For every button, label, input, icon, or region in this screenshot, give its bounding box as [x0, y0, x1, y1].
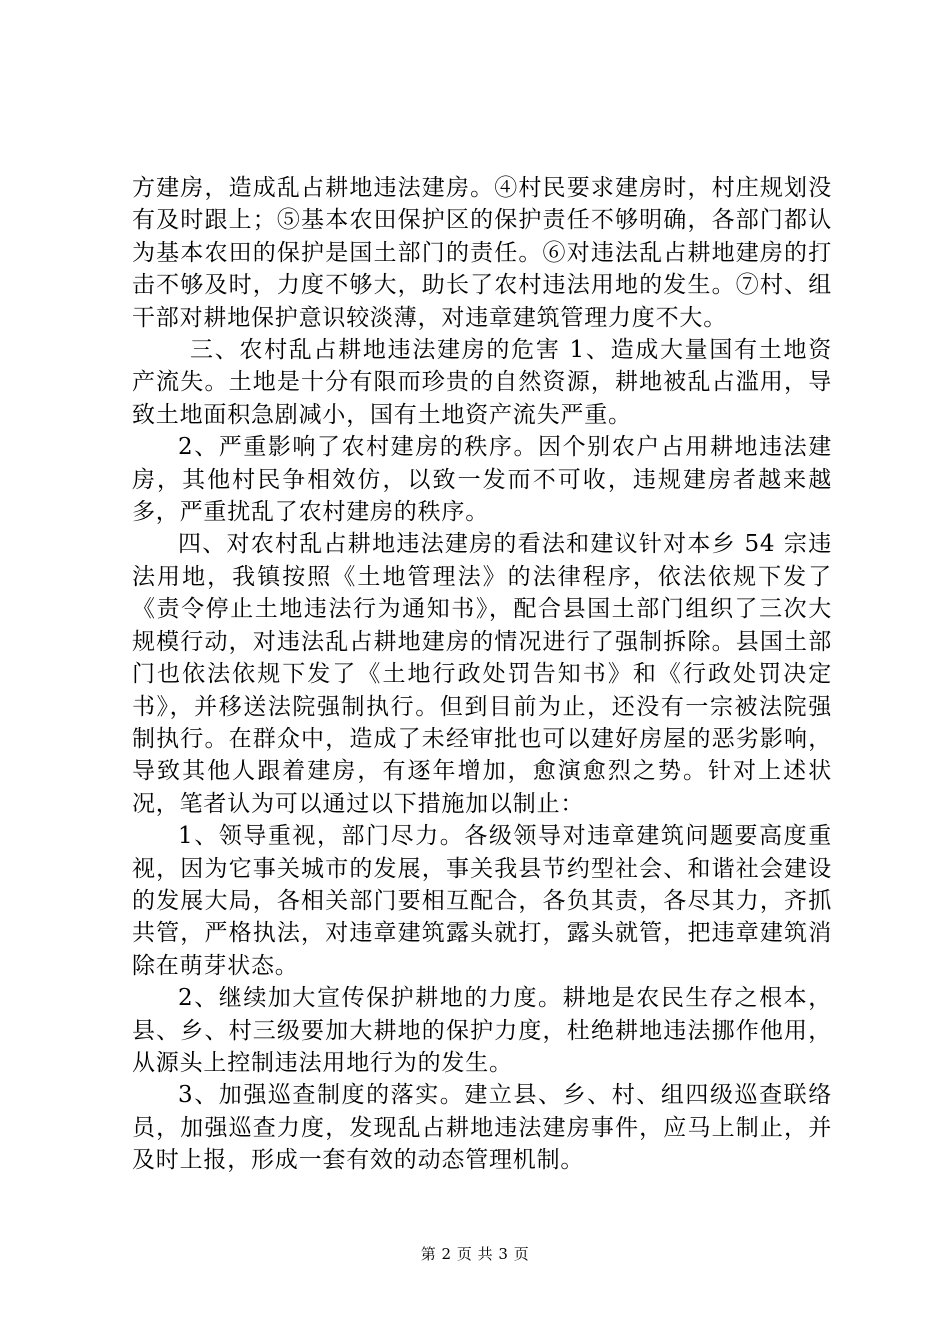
paragraph-measure-two: 2、继续加大宣传保护耕地的力度。耕地是农民生存之根本，县、乡、村三级要加大耕地的保护力度，杜绝耕地违法挪作他用，从源头上控制违法用地行为的发生。 [132, 985, 832, 1076]
document-body [132, 172, 832, 1177]
paragraph-section-four: 四、对农村乱占耕地违法建房的看法和建议针对本乡 54 宗违法用地，我镇按照《土地管理法》的法律程序，依法依规下发了《责令停止土地违法行为通知书》，配合县国土部门组织了三次大规模行动，对违法乱占耕地建房的情况进行了强制拆除。县国土部门也依法依规下发了《土地行政处罚告知书》和《行政处罚决定书》，并移送法院强制执行。但到目前为止，还没有一宗被法院强制执行。在群众中，造成了未经审批也可以建好房屋的恶劣影响，导致其他人跟着建房，有逐年增加，愈演愈烈之势。针对上述状况，笔者认为可以通过以下措施加以制止： [132, 531, 832, 817]
paragraph-measure-three: 3、加强巡查制度的落实。建立县、乡、村、组四级巡查联络员，加强巡查力度，发现乱占耕地违法建房事件，应马上制止，并及时上报，形成一套有效的动态管理机制。 [132, 1082, 832, 1174]
page-number-footer: 第 2 页 共 3 页 [420, 1245, 530, 1263]
paragraph-item-two: 2、严重影响了农村建房的秩序。因个别农户占用耕地违法建房，其他村民争相效仿，以致一发而不可收，违规建房者越来越多，严重扰乱了农村建房的秩序。 [132, 434, 832, 526]
paragraph-section-three: 三、农村乱占耕地违法建房的危害 1、造成大量国有土地资产流失。土地是十分有限而珍贵的自然资源，耕地被乱占滥用，导致土地面积急剧减小，国有土地资产流失严重。 [132, 337, 832, 428]
paragraph-measure-one: 1、领导重视，部门尽力。各级领导对违章建筑问题要高度重视，因为它事关城市的发展，事关我县节约型社会、和谐社会建设的发展大局，各相关部门要相互配合，各负其责，各尽其力，齐抓共管，严格执法，对违章建筑露头就打，露头就管，把违章建筑消除在萌芽状态。 [132, 823, 832, 979]
paragraph-continuation: 方建房，造成乱占耕地违法建房。④村民要求建房时，村庄规划没有及时跟上；⑤基本农田保护区的保护责任不够明确，各部门都认为基本农田的保护是国土部门的责任。⑥对违法乱占耕地建房的打击不够及时，力度不够大，助长了农村违法用地的发生。⑦村、组干部对耕地保护意识较淡薄，对违章建筑管理力度不大。 [132, 175, 832, 331]
